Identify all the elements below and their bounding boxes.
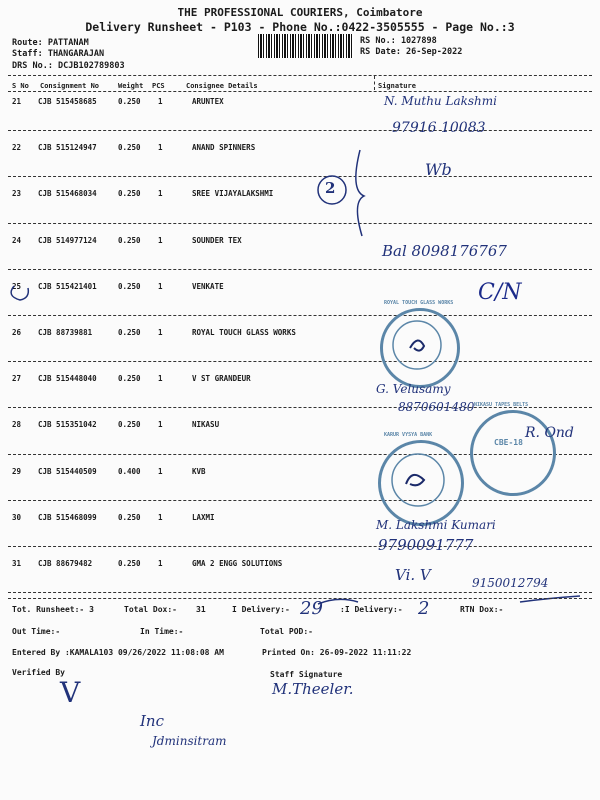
kvb-stamp-text: KARUR VYSYA BANK xyxy=(384,432,433,438)
row-pcs: 1 xyxy=(158,328,163,337)
row-sno: 30 xyxy=(12,512,22,522)
total-dox-value: 31 xyxy=(196,605,206,614)
row-weight: 0.250 xyxy=(118,143,141,153)
entered-by: Entered By :KAMALA103 09/26/2022 11:08:08 AM xyxy=(12,648,224,657)
row-consignment-no: CJB 88739881 xyxy=(38,328,93,337)
row-sno: 31 xyxy=(12,559,22,568)
company-name: THE PROFESSIONAL COURIERS, Coimbatore xyxy=(177,6,423,19)
cbe-stamp-text: CBE-18 xyxy=(494,438,523,447)
signature-25: C/N xyxy=(478,280,522,305)
signature-27-phone: 8870601480 xyxy=(398,400,475,414)
inc-signature-bottom: Jdminsitram xyxy=(152,734,227,748)
out-time: Out Time:- xyxy=(12,627,61,636)
row-consignee: SREE VIJAYALAKSHMI xyxy=(192,189,274,199)
delivery-2: :I Delivery:- xyxy=(340,605,403,614)
circled-number-2: 2 xyxy=(325,179,336,197)
signature-21-name: N. Muthu Lakshmi xyxy=(384,94,497,108)
row-consignment-no: CJB 88679482 xyxy=(38,559,93,568)
row-weight: 0.250 xyxy=(118,281,141,291)
row-weight: 0.250 xyxy=(118,559,141,568)
row-consignee: GMA 2 ENGG SOLUTIONS xyxy=(192,559,283,568)
row-consignee: SOUNDER TEX xyxy=(192,235,242,245)
row-sno: 29 xyxy=(12,466,22,476)
rs-date: RS Date: 26-Sep-2022 xyxy=(360,47,463,57)
total-dox: Total Dox:- xyxy=(124,605,177,614)
row-weight: 0.250 xyxy=(118,374,141,384)
route: Route: PATTANAM xyxy=(12,38,89,48)
row-pcs: 1 xyxy=(158,374,163,384)
row-consignment-no: CJB 515468034 xyxy=(38,189,97,199)
row-pcs: 1 xyxy=(158,466,163,476)
row-consignment-no: CJB 514977124 xyxy=(38,235,97,245)
row-consignee: ARUNTEX xyxy=(192,97,224,106)
signature-28: R. Ond xyxy=(525,425,574,441)
verified-by: Verified By xyxy=(12,668,65,677)
row-sno: 21 xyxy=(12,97,22,106)
delivery-2-count: 2 xyxy=(418,598,430,619)
staff: Staff: THANGARAJAN xyxy=(12,49,105,59)
row-weight: 0.400 xyxy=(118,466,141,476)
col-weight: Weight xyxy=(118,82,144,90)
col-sno: S No xyxy=(12,82,29,90)
delivery-1: I Delivery:- xyxy=(232,605,290,614)
row-consignment-no: CJB 515351042 xyxy=(38,420,97,430)
royal-touch-stamp-text: ROYAL TOUCH GLASS WORKS xyxy=(384,300,454,306)
row-consignment-no: CJB 515468099 xyxy=(38,512,97,522)
signature-31-name: Vi. V xyxy=(395,566,431,584)
signature-23: Wb xyxy=(425,160,452,179)
signature-24: Bal 8098176767 xyxy=(382,242,507,260)
delivery-1-count: 29 xyxy=(300,598,323,619)
row-weight: 0.250 xyxy=(118,420,141,430)
row-consignment-no: CJB 515421401 xyxy=(38,281,97,291)
row-pcs: 1 xyxy=(158,97,163,106)
staff-signature-label: Staff Signature xyxy=(270,670,343,679)
rs-number: RS No.: 1027898 xyxy=(360,36,437,46)
row-weight: 0.250 xyxy=(118,97,141,106)
verified-signature: V xyxy=(60,676,81,709)
row-consignee: LAXMI xyxy=(192,512,215,522)
row-sno: 22 xyxy=(12,143,22,153)
rtn-dox: RTN Dox:- xyxy=(460,605,504,614)
col-pcs: PCS xyxy=(152,82,165,90)
total-pod: Total POD:- xyxy=(260,627,313,636)
signature-31-phone: 9150012794 xyxy=(472,576,549,590)
printed-on: Printed On: 26-09-2022 11:11:22 xyxy=(262,648,412,657)
row-consignment-no: CJB 515124947 xyxy=(38,143,97,153)
runsheet-title: Delivery Runsheet - P103 - Phone No.:0422-3505555 - Page No.:3 xyxy=(85,20,515,34)
row-pcs: 1 xyxy=(158,559,163,568)
row-weight: 0.250 xyxy=(118,328,141,337)
row-pcs: 1 xyxy=(158,281,163,291)
row-sno: 27 xyxy=(12,374,22,384)
row-consignment-no: CJB 515448040 xyxy=(38,374,97,384)
row-weight: 0.250 xyxy=(118,235,141,245)
staff-signature: M.Theeler. xyxy=(272,680,354,698)
col-consignment: Consignment No xyxy=(40,82,100,90)
row-consignee: ROYAL TOUCH GLASS WORKS xyxy=(192,328,296,337)
row-consignment-no: CJB 515440509 xyxy=(38,466,97,476)
col-signature: Signature xyxy=(378,82,416,90)
signature-27-name: G. Velusamy xyxy=(376,382,451,396)
row-pcs: 1 xyxy=(158,235,163,245)
row-pcs: 1 xyxy=(158,420,163,430)
row-consignee: VENKATE xyxy=(192,281,224,291)
row-sno: 25 xyxy=(12,281,22,291)
row-consignee: NIKASU xyxy=(192,420,220,430)
row-pcs: 1 xyxy=(158,143,163,153)
inc-signature-top: Inc xyxy=(140,712,164,730)
row-consignee: KVB xyxy=(192,466,206,476)
total-runsheet: Tot. Runsheet:- 3 xyxy=(12,605,94,614)
drs-number: DRS No.: DCJB102789803 xyxy=(12,61,125,71)
signature-30-phone: 9790091777 xyxy=(378,536,474,554)
in-time: In Time:- xyxy=(140,627,184,636)
row-sno: 28 xyxy=(12,420,22,430)
col-consignee: Consignee Details xyxy=(186,82,258,90)
signature-30-name: M. Lakshmi Kumari xyxy=(376,518,496,532)
nikasu-stamp-text: NIKASU TAPES BELTS xyxy=(474,402,529,408)
row-sno: 23 xyxy=(12,189,22,199)
row-sno: 26 xyxy=(12,328,22,337)
row-weight: 0.250 xyxy=(118,512,141,522)
signature-21-phone: 97916 10083 xyxy=(392,120,486,136)
row-weight: 0.250 xyxy=(118,189,141,199)
row-sno: 24 xyxy=(12,235,22,245)
row-consignment-no: CJB 515458685 xyxy=(38,97,97,106)
row-pcs: 1 xyxy=(158,189,163,199)
row-consignee: ANAND SPINNERS xyxy=(192,143,256,153)
row-pcs: 1 xyxy=(158,512,163,522)
row-consignee: V ST GRANDEUR xyxy=(192,374,251,384)
